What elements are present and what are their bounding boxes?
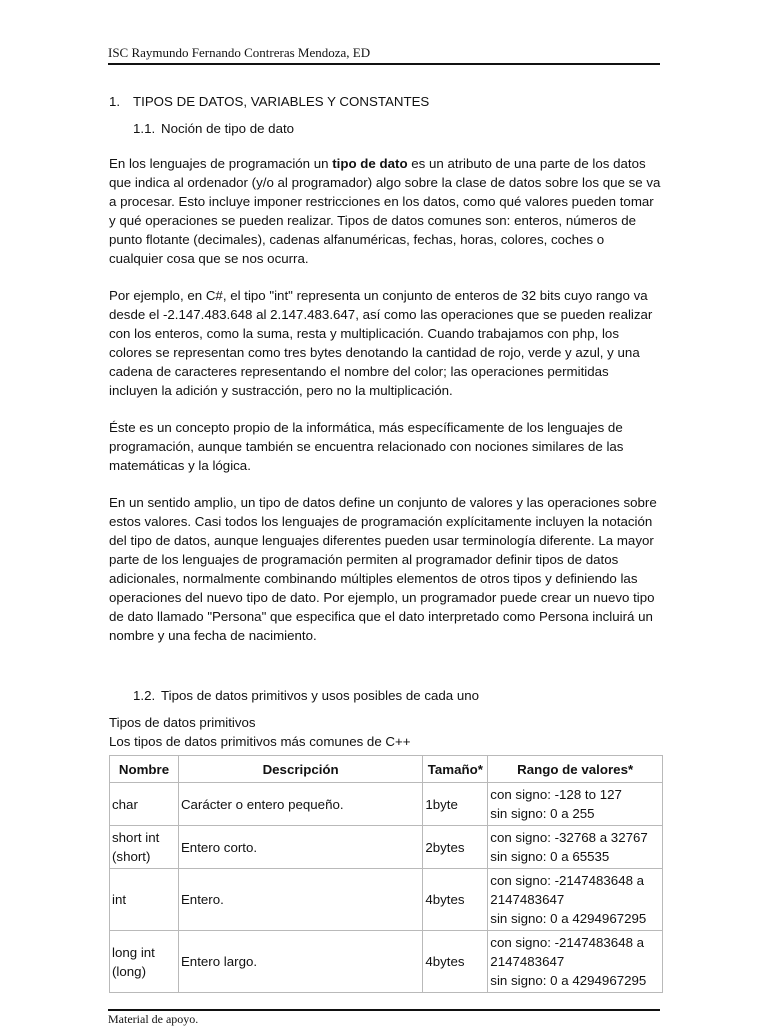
- cell-line: sin signo: 0 a 4294967295: [490, 973, 647, 988]
- page-header: [108, 45, 660, 65]
- document-body: [109, 92, 661, 993]
- cell-range: [488, 783, 663, 826]
- cell-range: [488, 869, 663, 931]
- table-row: [110, 826, 663, 869]
- cell-size: 2bytes: [423, 826, 488, 869]
- cell-line: con signo: -2147483648 a: [490, 935, 645, 950]
- subsection-heading-1-2: [133, 686, 661, 705]
- cell-line: con signo: -128 to 127: [490, 787, 622, 802]
- cell-line: short int: [112, 830, 160, 845]
- section-heading-1: [109, 92, 661, 111]
- column-header-range: Rango de valores*: [488, 756, 663, 783]
- column-header-description: Descripción: [178, 756, 422, 783]
- footer-divider: [108, 1009, 660, 1011]
- bold-term: tipo de dato: [332, 156, 408, 171]
- cell-name: [110, 783, 179, 826]
- paragraph-concept: Éste es un concepto propio de la informática, más específicamente de los lenguajes de programación, aunque también se encuentra relacionado con nociones similares de las matemáticas y la lógica.: [109, 420, 624, 473]
- cell-line: sin signo: 0 a 4294967295: [490, 911, 647, 926]
- cell-line: sin signo: 0 a 255: [490, 806, 595, 821]
- subsection-number: 1.2.: [133, 688, 156, 703]
- header-author: ISC Raymundo Fernando Contreras Mendoza, ED: [108, 45, 371, 60]
- paragraph-example: Por ejemplo, en C#, el tipo "int" representa un conjunto de enteros de 32 bits cuyo rango va desde el -2.147.483.648 al 2.147.483.647, así como las operaciones que se pueden realizar con los enteros, como la suma, resta y multiplicación. Cuando trabajamos con php, los colores se representan como tres bytes denotando la cantidad de rojo, verde y azul, y una cadena de caracteres representando el nombre del color; las operaciones permitidas incluyen la adición y sustracción, pero no la multiplicación.: [109, 288, 653, 398]
- cell-description: Entero largo.: [178, 931, 422, 993]
- cell-line: 2147483647: [490, 892, 565, 907]
- column-header-name: Nombre: [110, 756, 179, 783]
- column-header-size: Tamaño*: [423, 756, 488, 783]
- paragraph-text: es un atributo de una parte de los datos que indica al ordenador (y/o al programador) algo sobre la clase de datos sobre los que se va a procesar. Esto incluye imponer restricciones en los datos, como qué valores pueden tomar y qué operaciones se pueden realizar. Tipos de datos comunes son: enteros, números de punto flotante (decimales), cadenas alfanuméricas, fechas, horas, colores, coches o cualquier cosa que se nos ocurra.: [109, 156, 661, 266]
- paragraph-definition: [109, 154, 661, 268]
- cell-name: [110, 931, 179, 993]
- page-footer: Material de apoyo.: [108, 1012, 199, 1026]
- table-intro-title: Tipos de datos primitivos: [109, 715, 256, 730]
- subsection-number: 1.1.: [133, 121, 156, 136]
- subsection-title: Noción de tipo de dato: [161, 121, 295, 136]
- primitive-types-table: [109, 755, 663, 993]
- section-number: 1.: [109, 94, 121, 109]
- cell-line: (long): [112, 963, 146, 979]
- cell-line: (short): [112, 849, 151, 864]
- cell-size: 1byte: [423, 783, 488, 826]
- cell-line: con signo: -32768 a 32767: [490, 830, 648, 845]
- cell-line: int: [112, 892, 127, 907]
- cell-range: [488, 931, 663, 993]
- table-intro-subtitle: Los tipos de datos primitivos más comunes de C++: [109, 734, 411, 749]
- subsection-title: Tipos de datos primitivos y usos posibles de cada uno: [161, 688, 480, 703]
- paragraph-broad-sense: En un sentido amplio, un tipo de datos define un conjunto de valores y las operaciones sobre estos valores. Casi todos los lenguajes de programación explícitamente incluyen la notación del tipo de datos, aunque lenguajes diferentes pueden usar terminología diferente. La mayor parte de los lenguajes de programación permiten al programador definir tipos de datos adicionales, normalmente combinando múltiples elementos de otros tipos y definiendo las operaciones del nuevo tipo de dato. Por ejemplo, un programador puede crear un nuevo tipo de dato llamado "Persona" que especifica que el dato interpretado como Persona incluirá un nombre y una fecha de nacimiento.: [109, 495, 657, 643]
- table-row: [110, 931, 663, 993]
- subsection-heading-1-1: [133, 119, 661, 138]
- cell-description: Entero.: [178, 869, 422, 931]
- cell-name: [110, 826, 179, 869]
- cell-line: long int: [112, 944, 155, 960]
- table-header-row: [110, 756, 663, 783]
- table-row: [110, 869, 663, 931]
- paragraph-text: En los lenguajes de programación un: [109, 156, 333, 171]
- cell-range: [488, 826, 663, 869]
- cell-description: Entero corto.: [178, 826, 422, 869]
- cell-line: con signo: -2147483648 a: [490, 873, 645, 888]
- cell-description: Carácter o entero pequeño.: [178, 783, 422, 826]
- table-row: [110, 783, 663, 826]
- cell-size: 4bytes: [423, 869, 488, 931]
- cell-line: char: [112, 796, 138, 812]
- cell-line: 2147483647: [490, 954, 565, 969]
- cell-size: 4bytes: [423, 931, 488, 993]
- section-title: TIPOS DE DATOS, VARIABLES Y CONSTANTES: [133, 94, 430, 109]
- cell-line: sin signo: 0 a 65535: [490, 849, 610, 864]
- cell-name: [110, 869, 179, 931]
